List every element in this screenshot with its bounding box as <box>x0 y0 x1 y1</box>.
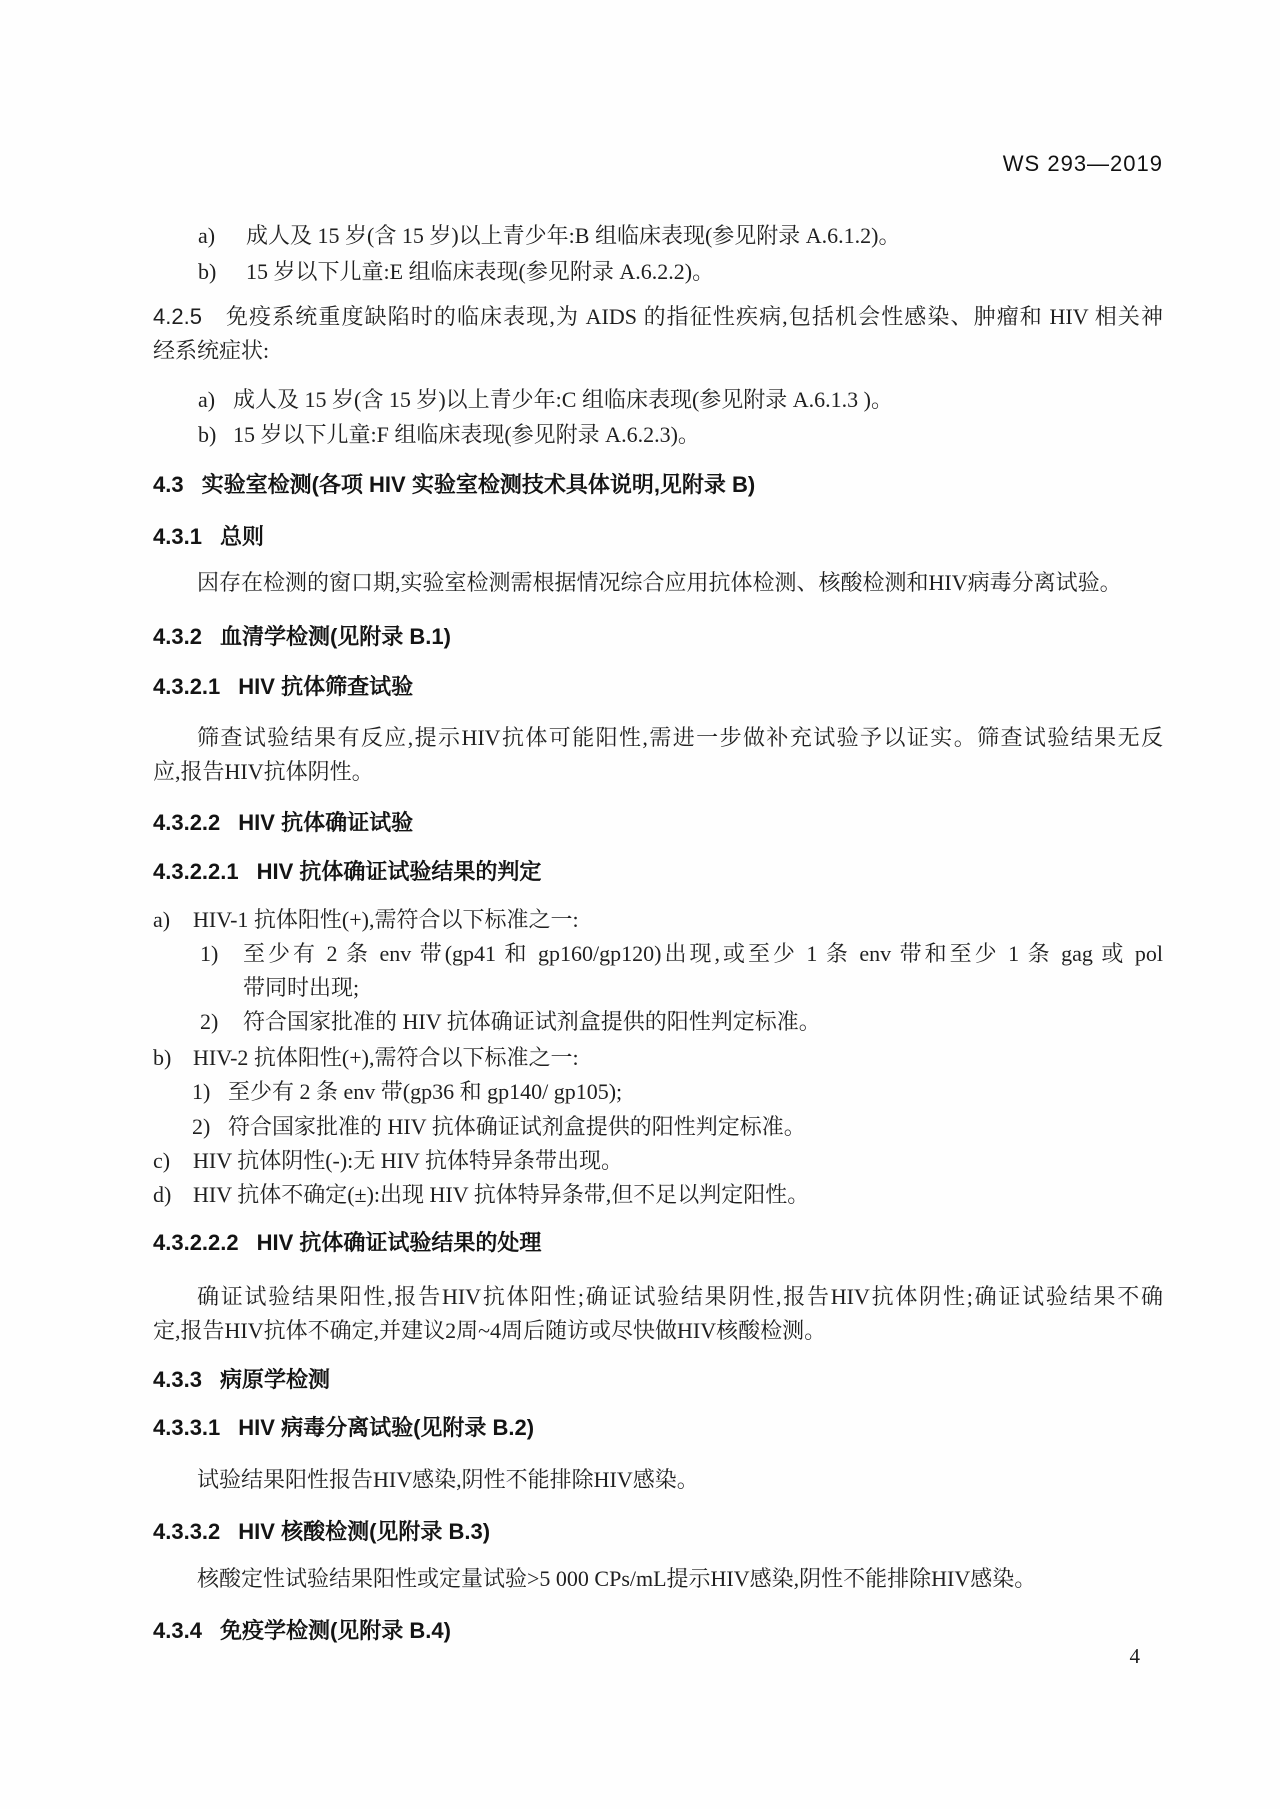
list-label: 1) <box>200 941 219 966</box>
paragraph-line: 核酸定性试验结果阳性或定量试验>5 000 CPs/mL提示HIV感染,阴性不能排除HIV感染。 <box>197 1566 1037 1591</box>
sub-item-line: 至少有 2 条 env 带(gp41 和 gp160/gp120)出现,或至少 1 条 env 带和至少 1 条 gag 或 pol <box>243 941 1163 966</box>
heading-title: 血清学检测(见附录 B.1) <box>219 624 451 649</box>
paragraph-number: 4.2.5 <box>153 304 202 329</box>
list-label: a) <box>198 223 216 248</box>
list-text: 成人及 15 岁(含 15 岁)以上青少年:C 组临床表现(参见附录 A.6.1.3 )。 <box>233 387 893 412</box>
list-label: b) <box>198 422 217 447</box>
section-heading-4-3-1 <box>153 520 1163 554</box>
list-text: HIV-2 抗体阳性(+),需符合以下标准之一: <box>193 1045 579 1070</box>
list-label: b) <box>153 1045 172 1070</box>
heading-number: 4.3.2 <box>153 624 202 649</box>
heading-title: HIV 抗体确证试验 <box>238 810 414 835</box>
list-label: d) <box>153 1182 172 1207</box>
section-heading-4-3-2-1 <box>153 670 1163 704</box>
section-heading-4-3-3 <box>153 1363 1163 1397</box>
lettered-item-c <box>153 1144 1163 1178</box>
list-label: a) <box>198 387 216 412</box>
list-text: HIV 抗体阴性(-):无 HIV 抗体特异条带出现。 <box>193 1148 624 1173</box>
paragraph-line: 应,报告HIV抗体阴性。 <box>153 759 374 784</box>
heading-number: 4.3.2.2 <box>153 810 221 835</box>
heading-number: 4.3.2.2.2 <box>153 1230 239 1255</box>
list-label: c) <box>153 1148 171 1173</box>
list-item <box>198 255 1163 289</box>
numbered-paragraph-4-2-5 <box>153 300 1163 368</box>
list-label: a) <box>153 907 171 932</box>
paragraph-line: 确证试验结果阳性,报告HIV抗体阳性;确证试验结果阴性,报告HIV抗体阴性;确证试验结果不确 <box>197 1284 1163 1309</box>
heading-title: HIV 抗体确证试验结果的判定 <box>256 859 542 884</box>
sub-item-line: 符合国家批准的 HIV 抗体确证试剂盒提供的阳性判定标准。 <box>243 1009 821 1034</box>
heading-number: 4.3 <box>153 472 184 497</box>
lettered-item-b <box>153 1041 1163 1075</box>
heading-title: 总则 <box>219 524 264 549</box>
heading-title: HIV 抗体确证试验结果的处理 <box>256 1230 542 1255</box>
sub-item-line: 符合国家批准的 HIV 抗体确证试剂盒提供的阳性判定标准。 <box>228 1114 806 1139</box>
paragraph-line: 试验结果阳性报告HIV感染,阴性不能排除HIV感染。 <box>197 1467 699 1492</box>
list-label: 1) <box>192 1079 211 1104</box>
page-number: 4 <box>1129 1644 1140 1668</box>
list-item <box>198 383 1163 417</box>
list-text: HIV 抗体不确定(±):出现 HIV 抗体特异条带,但不足以判定阳性。 <box>193 1182 810 1207</box>
paragraph <box>153 1463 1163 1497</box>
section-heading-4-3-3-1 <box>153 1411 1163 1445</box>
sub-item-1 <box>192 1075 1163 1109</box>
list-text: HIV-1 抗体阳性(+),需符合以下标准之一: <box>193 907 579 932</box>
heading-number: 4.3.2.2.1 <box>153 859 239 884</box>
heading-number: 4.3.2.1 <box>153 674 221 699</box>
heading-title: HIV 病毒分离试验(见附录 B.2) <box>238 1415 535 1440</box>
list-text: 成人及 15 岁(含 15 岁)以上青少年:B 组临床表现(参见附录 A.6.1.2)。 <box>246 223 901 248</box>
heading-number: 4.3.1 <box>153 524 202 549</box>
list-text: 15 岁以下儿童:E 组临床表现(参见附录 A.6.2.2)。 <box>246 259 715 284</box>
sub-item-line: 带同时出现; <box>243 975 360 1000</box>
paragraph-line: 经系统症状: <box>153 338 270 363</box>
list-item <box>198 418 1163 452</box>
heading-title: 免疫学检测(见附录 B.4) <box>219 1618 451 1643</box>
paragraph <box>153 1280 1163 1348</box>
heading-title: 病原学检测 <box>219 1367 330 1392</box>
heading-number: 4.3.3.1 <box>153 1415 221 1440</box>
heading-number: 4.3.3 <box>153 1367 202 1392</box>
list-item <box>198 219 1163 253</box>
section-heading-4-3-4 <box>153 1614 1163 1648</box>
sub-item-2 <box>200 1005 1163 1039</box>
lettered-item-d <box>153 1178 1163 1212</box>
list-label: b) <box>198 259 217 284</box>
section-heading-4-3-2-2 <box>153 806 1163 840</box>
section-heading-4-3-2-2-2 <box>153 1226 1163 1260</box>
section-heading-4-3-3-2 <box>153 1515 1163 1549</box>
list-text: 15 岁以下儿童:F 组临床表现(参见附录 A.6.2.3)。 <box>233 422 700 447</box>
list-label: 2) <box>200 1009 219 1034</box>
sub-item-line: 至少有 2 条 env 带(gp36 和 gp140/ gp105); <box>228 1079 623 1104</box>
paragraph <box>153 566 1163 600</box>
paragraph-line: 筛查试验结果有反应,提示HIV抗体可能阳性,需进一步做补充试验予以证实。筛查试验结果无反 <box>197 725 1163 750</box>
paragraph <box>153 1562 1163 1596</box>
section-heading-4-3 <box>153 468 1163 502</box>
heading-number: 4.3.3.2 <box>153 1519 221 1544</box>
sub-item-2 <box>192 1110 1163 1144</box>
sub-item-1 <box>200 937 1163 1005</box>
paragraph-line: 免疫系统重度缺陷时的临床表现,为 AIDS 的指征性疾病,包括机会性感染、肿瘤和 HIV 相关神 <box>225 304 1163 329</box>
heading-title: HIV 抗体筛查试验 <box>238 674 414 699</box>
list-label: 2) <box>192 1114 211 1139</box>
paragraph-line: 定,报告HIV抗体不确定,并建议2周~4周后随访或尽快做HIV核酸检测。 <box>153 1318 827 1343</box>
section-heading-4-3-2 <box>153 620 1163 654</box>
paragraph <box>153 721 1163 789</box>
section-heading-4-3-2-2-1 <box>153 855 1163 889</box>
paragraph-line: 因存在检测的窗口期,实验室检测需根据情况综合应用抗体检测、核酸检测和HIV病毒分离试验。 <box>197 570 1122 595</box>
heading-number: 4.3.4 <box>153 1618 202 1643</box>
heading-title: 实验室检测(各项 HIV 实验室检测技术具体说明,见附录 B) <box>201 472 756 497</box>
heading-title: HIV 核酸检测(见附录 B.3) <box>238 1519 491 1544</box>
lettered-item-a <box>153 903 1163 937</box>
doc-code-header: WS 293—2019 <box>1002 151 1163 176</box>
